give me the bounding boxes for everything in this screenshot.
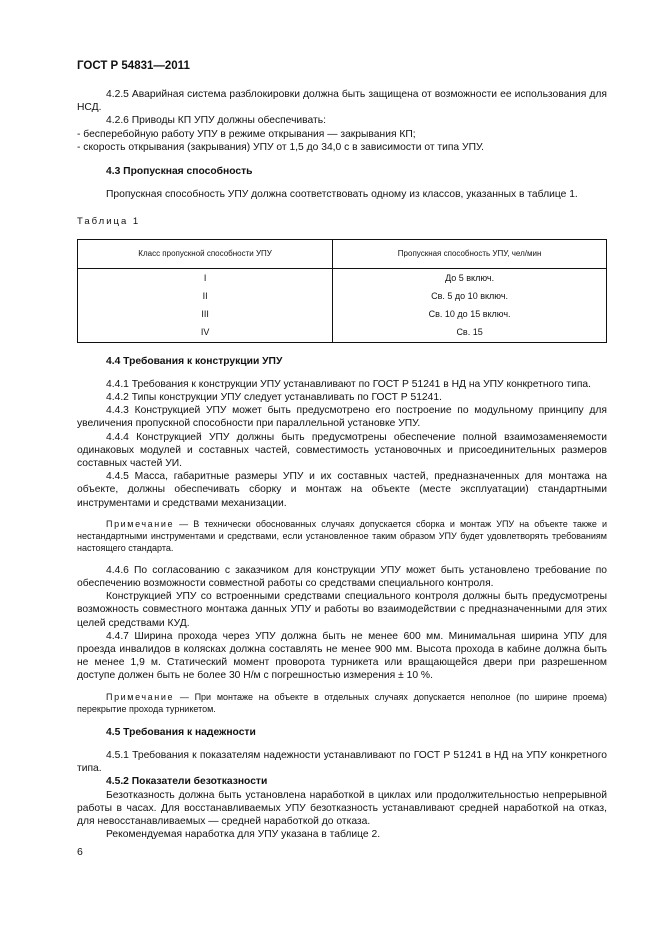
note-label: Примечание — [106, 691, 175, 702]
section-heading-4-5: 4.5 Требования к надежности — [106, 726, 256, 738]
table-row — [78, 268, 607, 288]
section-heading-4-3: 4.3 Пропускная способность — [106, 166, 253, 178]
note-label: Примечание — [106, 518, 175, 529]
paragraph-4-4-4: 4.4.4 Конструкцией УПУ должны быть предусмотрены обеспечение полной взаимозаменяемости одинаковых модулей и составных частей, совместимость установочных и присоединительных размеров составных частей УИ. — [77, 431, 607, 470]
note-2 — [77, 691, 607, 715]
paragraph-4-4-5: 4.4.5 Масса, габаритные размеры УПУ и их составных частей, предназначенных для монтажа на объекте, должны обеспечивать сборку и монтаж на объекте (месте эксплуатации) стандартными инструментами и средствами механизации. — [77, 471, 607, 509]
throughput-table — [77, 239, 607, 343]
table-cell: II — [78, 288, 333, 306]
paragraph-4-4-6-b: Конструкцией УПУ со встроенными средствами специального контроля должны быть предусмотрены возможность совместного монтажа данных УПУ и работы во взаимодействии с предназначенными для этих целей средствами КУД. — [77, 591, 607, 629]
table-cell: Св. 5 до 10 включ. — [333, 288, 607, 306]
table-cell: Св. 10 до 15 включ. — [333, 306, 607, 324]
paragraph-4-5-2-b: Рекомендуемая наработка для УПУ указана в таблице 2. — [106, 829, 381, 841]
table-row — [78, 306, 607, 324]
paragraph-4-4-7: 4.4.7 Ширина прохода через УПУ должна быть не менее 600 мм. Минимальная ширина УПУ для проезда инвалидов в колясках должна составлять не менее 900 мм. Высота прохода в кабине должна быть не менее 1,9 м. Статический момент проворота турникета или вращающейся двери при разрешенном доступе должен быть не более 30 Н/м с погрешностью измерения ± 10 %. — [77, 630, 607, 682]
paragraph-4-5-2-a: Безотказность должна быть установлена наработкой в циклах или продолжительностью непрерывной работы в часах. Для восстанавливаемых УПУ безотказность устанавливают средней наработкой на отказ, для невосстанавливаемых — средней наработкой до отказа. — [77, 789, 607, 827]
paragraph-4-4-3: 4.4.3 Конструкцией УПУ может быть предусмотрено его построение по модульному принципу для увеличения пропускной способности при параллельной установке УПУ. — [77, 405, 607, 430]
note-1 — [77, 518, 607, 554]
table-cell: I — [78, 268, 333, 288]
table-header-cell: Пропускная способность УПУ, чел/мин — [333, 239, 607, 268]
paragraph-4-2-5: 4.2.5 Аварийная система разблокировки должна быть защищена от возможности ее использования для НСД. — [77, 89, 607, 114]
table-cell: IV — [78, 324, 333, 343]
paragraph-4-4-1: 4.4.1 Требования к конструкции УПУ устанавливают по ГОСТ Р 51241 в НД на УПУ конкретного типа. — [106, 378, 591, 390]
paragraph-4-4-2: 4.4.2 Типы конструкции УПУ следует устанавливать по ГОСТ Р 51241. — [106, 392, 442, 404]
document-body — [77, 88, 607, 841]
table-caption: Таблица 1 — [77, 216, 141, 228]
table-row — [78, 324, 607, 343]
table-cell: До 5 включ. — [333, 268, 607, 288]
table-cell: III — [78, 306, 333, 324]
document-header: ГОСТ Р 54831—2011 — [77, 60, 190, 72]
paragraph-4-2-6: 4.2.6 Приводы КП УПУ должны обеспечивать: — [106, 115, 326, 127]
list-item: - скорость открывания (закрывания) УПУ от 1,5 до 34,0 с в зависимости от типа УПУ. — [77, 141, 484, 153]
table-cell: Св. 15 — [333, 324, 607, 343]
table-header-cell: Класс пропускной способности УПУ — [78, 239, 333, 268]
list-item: - бесперебойную работу УПУ в режиме открывания — закрывания КП; — [77, 128, 416, 140]
paragraph-4-3: Пропускная способность УПУ должна соответствовать одному из классов, указанных в таблице 1. — [106, 189, 578, 201]
page-number: 6 — [77, 846, 83, 858]
note-text: — В технически обоснованных случаях допускается сборка и монтаж УПУ на объекте также и нестандартными инструментами и средствами, если установленное таким образом УПУ будет удовлетворять требованиям настоящего стандарта. — [77, 518, 607, 553]
paragraph-4-5-1: 4.5.1 Требования к показателям надежности устанавливают по ГОСТ Р 51241 в НД на УПУ конкретного типа. — [77, 749, 607, 775]
paragraph-4-4-6: 4.4.6 По согласованию с заказчиком для конструкции УПУ может быть установлено требование по обеспечению возможности совместной работы со средствами специального контроля. — [77, 564, 607, 590]
subsection-heading-4-5-2: 4.5.2 Показатели безотказности — [106, 776, 268, 788]
note-text: — При монтаже на объекте в отдельных случаях допускается неполное (по ширине проема) перекрытие прохода турникетом. — [77, 691, 607, 714]
table-row — [78, 288, 607, 306]
section-heading-4-4: 4.4 Требования к конструкции УПУ — [106, 355, 283, 367]
